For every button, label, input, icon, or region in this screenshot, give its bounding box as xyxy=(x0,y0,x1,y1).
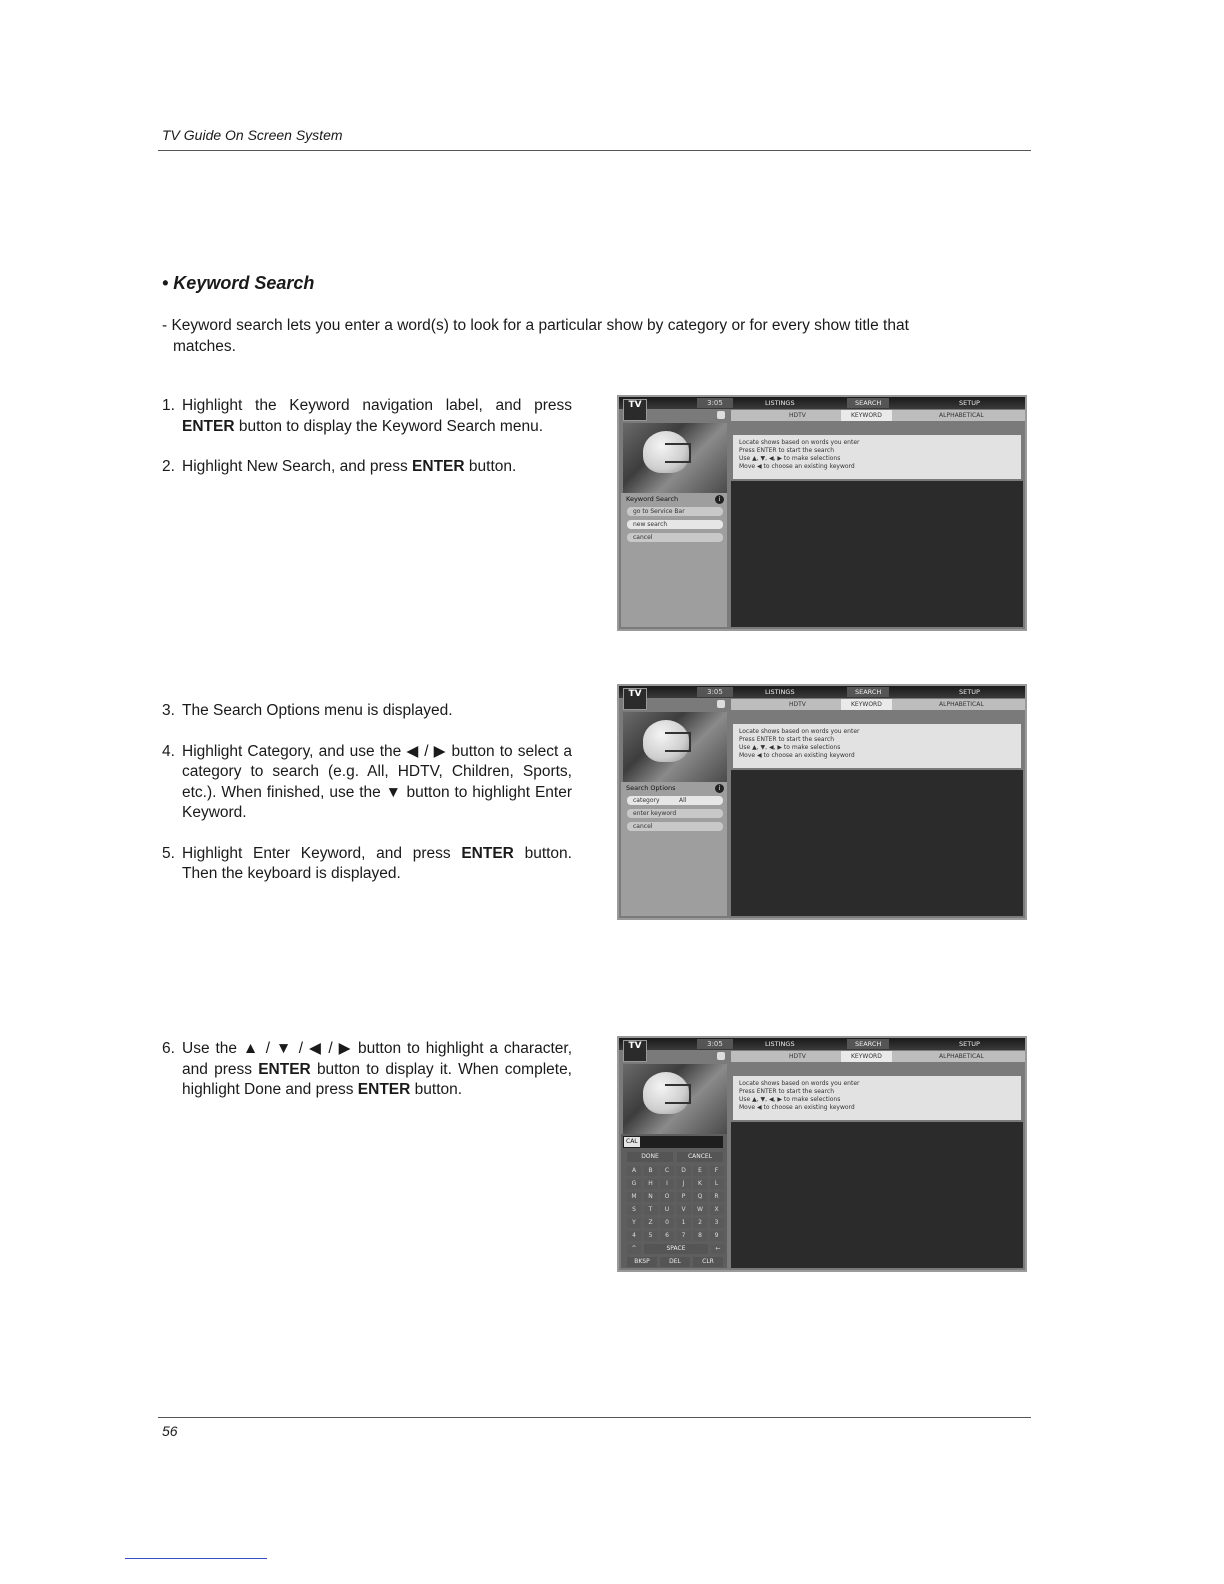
intro-line-1: - Keyword search lets you enter a word(s) to look for a particular show by category or for every show title that xyxy=(162,317,909,334)
tv-guide-logo: TV xyxy=(623,399,647,421)
key-k[interactable]: K xyxy=(693,1179,707,1189)
key-f[interactable]: F xyxy=(710,1166,724,1176)
lock-icon xyxy=(717,700,725,708)
delete-key[interactable]: DEL xyxy=(660,1257,690,1267)
step-3 xyxy=(162,701,572,722)
intro-paragraph xyxy=(162,316,1012,357)
results-area xyxy=(731,770,1023,916)
cancel-button[interactable]: cancel xyxy=(627,822,723,831)
enter-keyword-button[interactable]: enter keyword xyxy=(627,809,723,818)
step-number: 2. xyxy=(162,458,175,475)
results-area xyxy=(731,1122,1023,1268)
key-z[interactable]: Z xyxy=(644,1218,658,1228)
shift-key[interactable]: ^ xyxy=(627,1244,641,1254)
step-text: The Search Options menu is displayed. xyxy=(182,702,453,719)
tv-guide-logo: TV xyxy=(623,688,647,710)
lock-icon xyxy=(717,1052,725,1060)
step-5 xyxy=(162,844,572,885)
clock: 3:05 xyxy=(697,1039,733,1049)
panel-title: Search Options xyxy=(626,784,676,792)
subnav-hdtv[interactable]: HDTV xyxy=(789,1053,806,1060)
key-1[interactable]: 1 xyxy=(677,1218,691,1228)
steps-group-3 xyxy=(162,1039,572,1121)
key-0[interactable]: 0 xyxy=(660,1218,674,1228)
done-button[interactable]: DONE xyxy=(627,1152,673,1162)
video-thumbnail xyxy=(623,423,727,493)
top-bar xyxy=(619,686,1025,698)
key-l[interactable]: L xyxy=(710,1179,724,1189)
nav-search[interactable]: SEARCH xyxy=(847,687,889,697)
subnav-keyword[interactable]: KEYWORD xyxy=(841,1051,892,1062)
step-6 xyxy=(162,1039,572,1101)
key-j[interactable]: J xyxy=(677,1179,691,1189)
key-r[interactable]: R xyxy=(710,1192,724,1202)
footer-rule xyxy=(158,1417,1031,1418)
new-search-button[interactable]: new search xyxy=(627,520,723,529)
tv-screen-keyboard xyxy=(617,1036,1027,1272)
key-a[interactable]: A xyxy=(627,1166,641,1176)
step-number: 3. xyxy=(162,702,175,719)
sub-nav xyxy=(731,410,1025,421)
step-number: 4. xyxy=(162,742,175,760)
key-s[interactable]: S xyxy=(627,1205,641,1215)
subnav-alphabetical[interactable]: ALPHABETICAL xyxy=(939,412,984,419)
subnav-keyword[interactable]: KEYWORD xyxy=(841,410,892,421)
key-5[interactable]: 5 xyxy=(644,1231,658,1241)
subnav-alphabetical[interactable]: ALPHABETICAL xyxy=(939,1053,984,1060)
video-thumbnail xyxy=(623,712,727,782)
key-e[interactable]: E xyxy=(693,1166,707,1176)
step-text: Use the ▲ / ▼ / ◀ / ▶ button to highlight a character, and press ENTER button to display it. When complete, highlight Done and press ENTER button. xyxy=(182,1040,572,1098)
key-4[interactable]: 4 xyxy=(627,1231,641,1241)
step-4 xyxy=(162,742,572,824)
info-icon: i xyxy=(715,495,724,504)
clock: 3:05 xyxy=(697,398,733,408)
clock: 3:05 xyxy=(697,687,733,697)
subnav-keyword[interactable]: KEYWORD xyxy=(841,699,892,710)
lock-icon xyxy=(717,411,725,419)
tv-guide-logo: TV xyxy=(623,1040,647,1062)
search-options-panel xyxy=(621,782,727,916)
panel-title: Keyword Search xyxy=(626,495,679,503)
key-9[interactable]: 9 xyxy=(710,1231,724,1241)
nav-setup[interactable]: SETUP xyxy=(959,688,980,696)
category-selector[interactable]: category All xyxy=(627,796,723,805)
key-q[interactable]: Q xyxy=(693,1192,707,1202)
go-to-service-bar-button[interactable]: go to Service Bar xyxy=(627,507,723,516)
info-box: Locate shows based on words you enter Press ENTER to start the search Use ▲, ▼, ◀, ▶ to make selections Move ◀ to choose an existing keyword xyxy=(733,1076,1021,1120)
video-thumbnail xyxy=(623,1064,727,1134)
step-1 xyxy=(162,396,572,437)
key-y[interactable]: Y xyxy=(627,1218,641,1228)
top-bar xyxy=(619,1038,1025,1050)
step-text: Highlight New Search, and press ENTER button. xyxy=(182,458,517,475)
cancel-button[interactable]: cancel xyxy=(627,533,723,542)
cancel-button[interactable]: CANCEL xyxy=(677,1152,723,1162)
key-v[interactable]: V xyxy=(677,1205,691,1215)
step-text: Highlight the Keyword navigation label, and press ENTER button to display the Keyword Search menu. xyxy=(182,397,572,435)
key-b[interactable]: B xyxy=(644,1166,658,1176)
clear-key[interactable]: CLR xyxy=(693,1257,723,1267)
keyword-input-value: CAL xyxy=(626,1138,638,1145)
key-d[interactable]: D xyxy=(677,1166,691,1176)
nav-listings[interactable]: LISTINGS xyxy=(765,399,795,407)
space-key[interactable]: SPACE xyxy=(644,1244,708,1254)
page-number: 56 xyxy=(162,1423,178,1439)
nav-search[interactable]: SEARCH xyxy=(847,398,889,408)
key-n[interactable]: N xyxy=(644,1192,658,1202)
key-u[interactable]: U xyxy=(660,1205,674,1215)
backspace-key[interactable]: BKSP xyxy=(627,1257,657,1267)
steps-group-2 xyxy=(162,701,572,905)
key-8[interactable]: 8 xyxy=(693,1231,707,1241)
step-text: Highlight Category, and use the ◀ / ▶ button to select a category to search (e.g. All, HDTV, Children, Sports, etc.). When finished, use the ▼ button to highlight Enter Keyword. xyxy=(182,742,572,821)
subnav-hdtv[interactable]: HDTV xyxy=(789,412,806,419)
subnav-alphabetical[interactable]: ALPHABETICAL xyxy=(939,701,984,708)
results-area xyxy=(731,481,1023,627)
running-header: TV Guide On Screen System xyxy=(162,127,343,143)
tv-screen-keyword-search xyxy=(617,395,1027,631)
key-g[interactable]: G xyxy=(627,1179,641,1189)
step-text: Highlight Enter Keyword, and press ENTER button. Then the keyboard is displayed. xyxy=(182,844,572,882)
steps-group-1 xyxy=(162,396,572,498)
back-arrow-key[interactable]: ← xyxy=(711,1244,725,1254)
category-value: All xyxy=(679,797,687,804)
intro-line-2: matches. xyxy=(173,337,236,355)
step-number: 1. xyxy=(162,397,175,414)
nav-search[interactable]: SEARCH xyxy=(847,1039,889,1049)
info-box: Locate shows based on words you enter Press ENTER to start the search Use ▲, ▼, ◀, ▶ to make selections Move ◀ to choose an existing keyword xyxy=(733,724,1021,768)
key-7[interactable]: 7 xyxy=(677,1231,691,1241)
sub-nav xyxy=(731,1051,1025,1062)
info-box: Locate shows based on words you enter Press ENTER to start the search Use ▲, ▼, ◀, ▶ to make selections Move ◀ to choose an existing keyword xyxy=(733,435,1021,479)
tv-screen-search-options xyxy=(617,684,1027,920)
key-c[interactable]: C xyxy=(660,1166,674,1176)
key-t[interactable]: T xyxy=(644,1205,658,1215)
info-icon: i xyxy=(715,784,724,793)
step-number: 5. xyxy=(162,844,175,862)
nav-listings[interactable]: LISTINGS xyxy=(765,1040,795,1048)
key-3[interactable]: 3 xyxy=(710,1218,724,1228)
key-i[interactable]: I xyxy=(660,1179,674,1189)
bottom-link-line xyxy=(125,1558,267,1559)
step-number: 6. xyxy=(162,1040,175,1057)
header-rule xyxy=(158,150,1031,151)
key-x[interactable]: X xyxy=(710,1205,724,1215)
nav-setup[interactable]: SETUP xyxy=(959,1040,980,1048)
key-m[interactable]: M xyxy=(627,1192,641,1202)
key-2[interactable]: 2 xyxy=(693,1218,707,1228)
section-title: • Keyword Search xyxy=(162,273,315,293)
keyword-search-panel xyxy=(621,493,727,627)
nav-setup[interactable]: SETUP xyxy=(959,399,980,407)
key-6[interactable]: 6 xyxy=(660,1231,674,1241)
top-bar xyxy=(619,397,1025,409)
key-w[interactable]: W xyxy=(693,1205,707,1215)
sub-nav xyxy=(731,699,1025,710)
key-o[interactable]: O xyxy=(660,1192,674,1202)
key-p[interactable]: P xyxy=(677,1192,691,1202)
keyword-input[interactable] xyxy=(623,1136,723,1148)
key-h[interactable]: H xyxy=(644,1179,658,1189)
step-2 xyxy=(162,457,572,478)
subnav-hdtv[interactable]: HDTV xyxy=(789,701,806,708)
nav-listings[interactable]: LISTINGS xyxy=(765,688,795,696)
